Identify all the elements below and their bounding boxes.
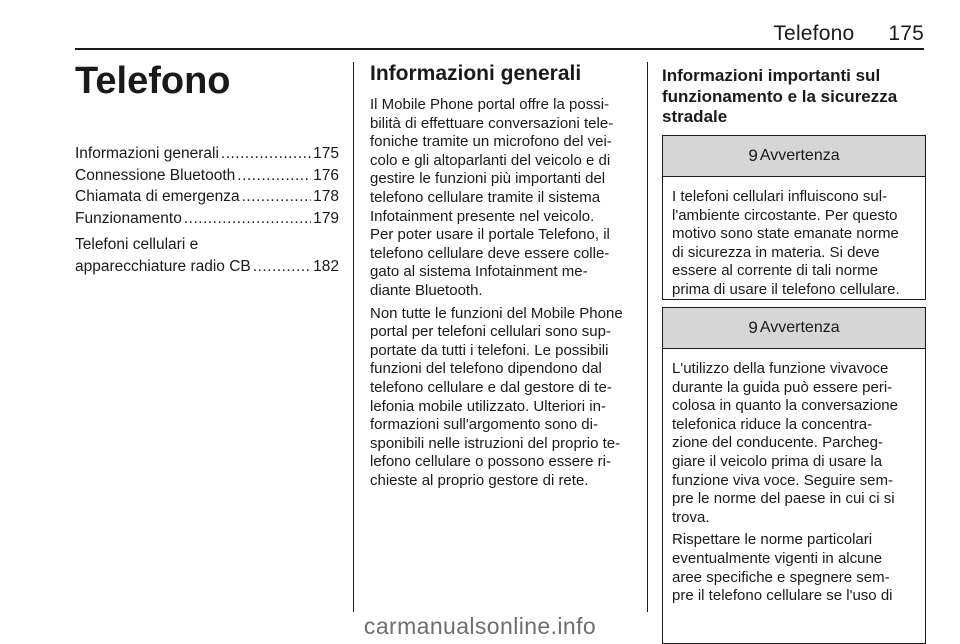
warning-paragraph: L'utilizzo della funzione vivavoce durante la guida può essere peri- colosa in quanto la conversazione telefonica riduce la concentra- zione del conducente. Parcheg- giare il veicolo prima di usare la funzione viva voce. Seguire sem- pre le norme del paese in cui ci si trova. [672,360,898,526]
section-body [370,96,635,494]
toc-leader [253,256,311,278]
toc-entry[interactable] [75,186,339,208]
toc-leader [184,208,311,230]
toc-entry-label-line1: Telefoni cellulari e [75,236,199,253]
warning-text [663,349,925,616]
toc-leader [242,186,312,208]
warning-header [663,136,925,177]
warning-header [663,308,925,349]
warning-paragraph: Rispettare le norme particolari eventualmente vigenti in alcune aree specifiche e spegnere sem- pre il telefono cellulare se l'uso di [672,531,893,605]
column-divider [647,62,648,612]
toc-entry-page: 182 [313,257,339,275]
toc-entry[interactable] [75,208,339,230]
warning-label: Avvertenza [759,319,840,336]
warning-triangle-icon: 9 [748,146,758,165]
chapter-title: Telefono [75,60,231,102]
body-paragraph: Il Mobile Phone portal offre la possi- bilità di effettuare conversazioni tele- foniche tramite un microfono del vei- colo e gli altoparlanti del veicolo e di gestire le funzioni più importanti del telefono cellulare tramite il sistema Infotainment presente nel veicolo. Per poter usare il portale Telefono, il telefono cellulare deve essere colle- gato al sistema Infotainment me- diante Bluetooth. [370,96,614,299]
toc-entry-label: Funzionamento [75,209,182,227]
toc-leader [237,165,311,187]
running-head [773,22,924,46]
toc-leader [221,143,311,165]
header-rule [75,48,924,50]
page-number: 175 [888,22,924,45]
toc-entry[interactable] [75,165,339,187]
toc-entry-label: Chiamata di emergenza [75,188,240,205]
body-paragraph: Non tutte le funzioni del Mobile Phone portal per telefoni cellulari sono sup- portate da tutti i telefoni. Le possibili funzioni del telefono dipendono dal telefono cellulare e dal gestore di te- lefonia mobile utilizzato. Ulteriori in- formazioni sull'argomento sono di- sponibili nelle istruzioni del proprio te- lefono cellulare o possono essere ri- chieste al proprio gestore di rete. [370,304,623,489]
warning-text [663,177,925,310]
toc-entry-page: 176 [313,166,339,184]
section-heading: Informazioni generali [370,62,582,85]
warning-label: Avvertenza [759,147,840,164]
table-of-contents [75,143,339,277]
watermark: carmanualsonline.info [363,613,597,639]
column-divider [353,62,354,612]
warning-paragraph: I telefoni cellulari influiscono sul- l'ambiente circostante. Per questo motivo sono state emanate norme di sicurezza in materia. Si deve essere al corrente di tali norme prima di usare il telefono cellulare. [672,188,900,298]
toc-entry-page: 179 [313,209,339,227]
toc-entry-page: 178 [313,188,339,205]
warning-box [662,135,926,300]
toc-entry-label: Connessione Bluetooth [75,166,236,184]
running-head-title: Telefono [773,22,855,45]
warning-box [662,307,926,644]
toc-entry-page: 175 [313,145,339,162]
warning-triangle-icon: 9 [748,318,758,337]
toc-entry[interactable] [75,234,339,277]
toc-entry-label-line2: apparecchiature radio CB [75,257,251,275]
toc-entry[interactable] [75,143,339,165]
toc-entry-label: Informazioni generali [75,145,219,162]
safety-heading: Informazioni importanti sul funzionamento e la sicurezza stradale [662,66,898,126]
